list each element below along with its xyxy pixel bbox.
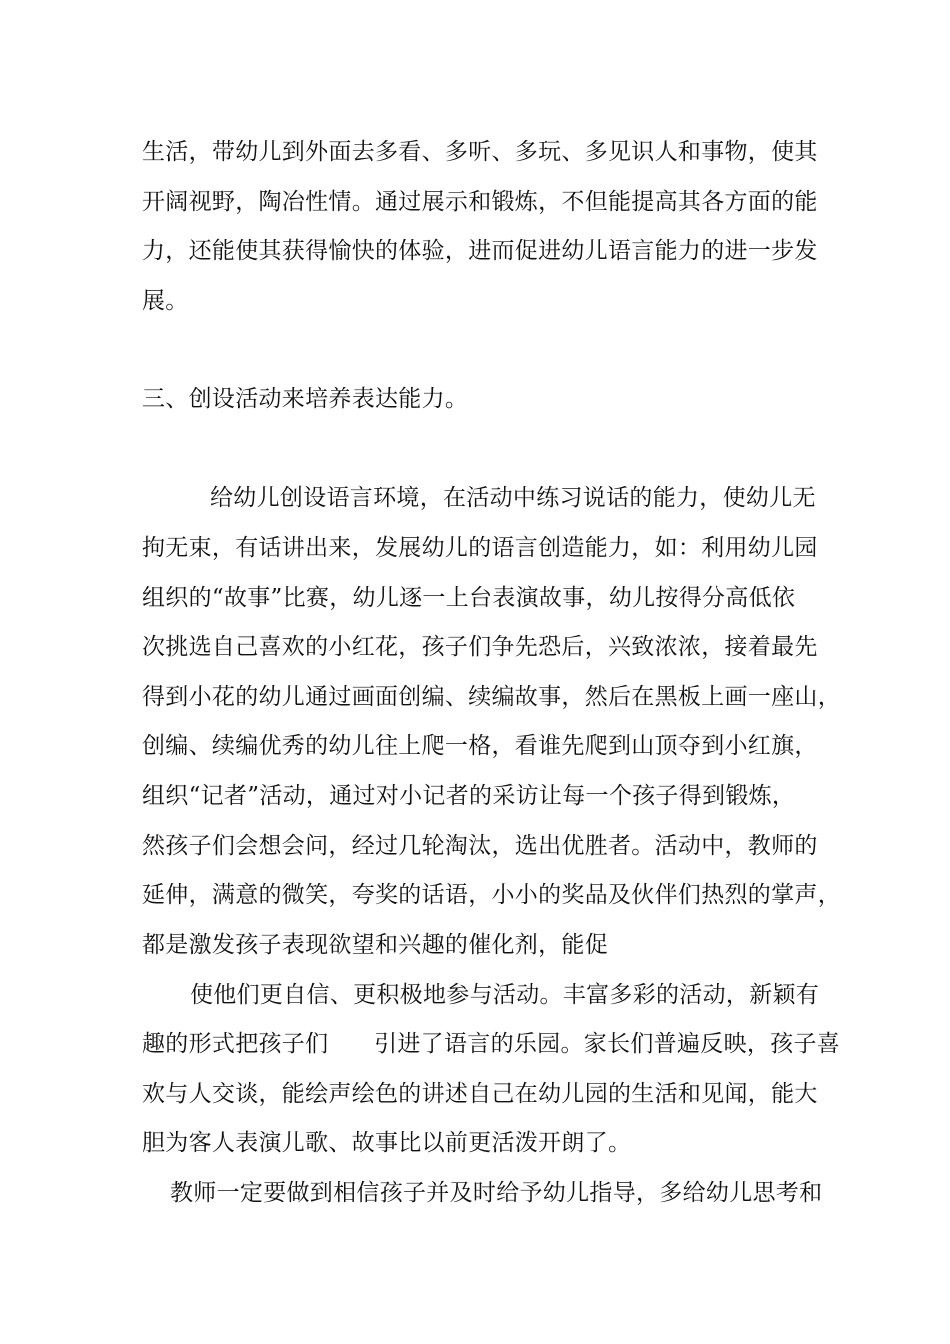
paragraph-2-line: 组织的“故事”比赛，幼儿逐一上台表演故事，幼儿按得分高低依 bbox=[142, 585, 796, 611]
paragraph-2-line: 延伸，满意的微笑，夸奖的话语，小小的奖品及伙伴们热烈的掌声， bbox=[142, 882, 841, 908]
paragraph-1-line: 力，还能使其获得愉快的体验，进而促进幼儿语言能力的进一步发 bbox=[142, 238, 818, 264]
section-heading: 三、创设活动来培养表达能力。 bbox=[142, 386, 469, 412]
paragraph-2-line: 次挑选自己喜欢的小红花，孩子们争先恐后，兴致浓浓，接着最先 bbox=[142, 634, 818, 660]
paragraph-2-line: 然孩子们会想会问，经过几轮淘汰，选出优胜者。活动中，教师的 bbox=[142, 833, 818, 859]
paragraph-1-line: 展。 bbox=[142, 288, 189, 314]
paragraph-2-line: 拘无束，有话讲出来，发展幼儿的语言创造能力，如：利用幼儿园 bbox=[142, 535, 818, 561]
paragraph-3-line: 趣的形式把孩子们 引进了语言的乐园。家长们普遍反映，孩子喜 bbox=[142, 1031, 841, 1057]
paragraph-1-line: 生活，带幼儿到外面去多看、多听、多玩、多见识人和事物，使其 bbox=[142, 139, 818, 165]
paragraph-3-line: 欢与人交谈，能绘声绘色的讲述自己在幼儿园的生活和见闻，能大 bbox=[142, 1081, 818, 1107]
paragraph-2-line: 得到小花的幼儿通过画面创编、续编故事，然后在黑板上画一座山， bbox=[142, 684, 841, 710]
paragraph-2-line: 组织“记者”活动，通过对小记者的采访让每一个孩子得到锻炼， bbox=[142, 783, 796, 809]
paragraph-2-line: 创编、续编优秀的幼儿往上爬一格，看谁先爬到山顶夺到小红旗， bbox=[142, 733, 818, 759]
paragraph-2-line: 都是激发孩子表现欲望和兴趣的催化剂，能促 bbox=[142, 932, 608, 958]
paragraph-3-line: 胆为客人表演儿歌、故事比以前更活泼开朗了。 bbox=[142, 1130, 632, 1156]
paragraph-4-line: 教师一定要做到相信孩子并及时给予幼儿指导，多给幼儿思考和 bbox=[170, 1180, 823, 1206]
paragraph-2-line: 给幼儿创设语言环境，在活动中练习说话的能力，使幼儿无 bbox=[210, 485, 816, 511]
paragraph-1-line: 开阔视野，陶冶性情。通过展示和锻炼，不但能提高其各方面的能 bbox=[142, 189, 818, 215]
paragraph-3-line: 使他们更自信、更积极地参与活动。丰富多彩的活动，新颖有 bbox=[190, 982, 820, 1008]
